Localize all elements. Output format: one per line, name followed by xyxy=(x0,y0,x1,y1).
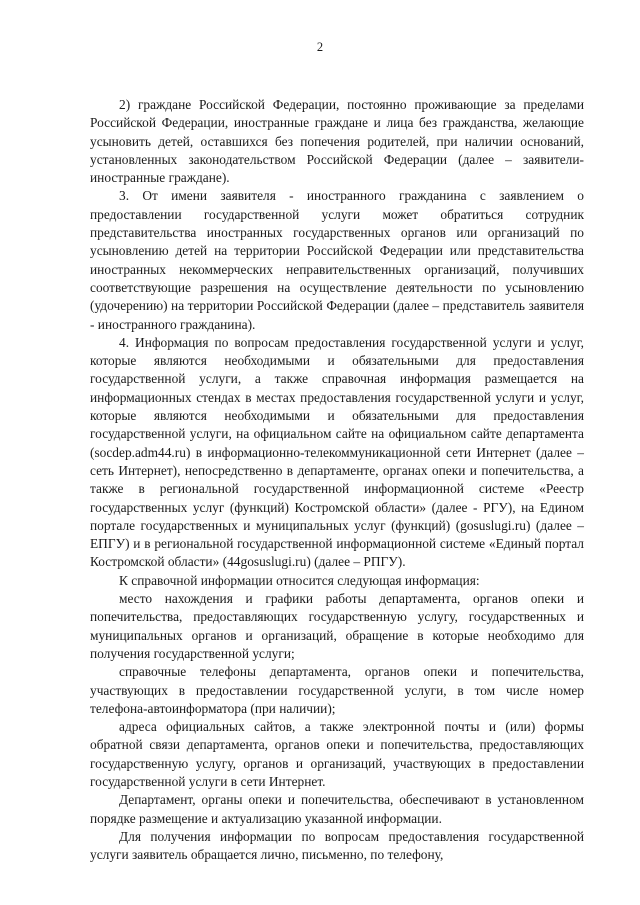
paragraph-phone-numbers: справочные телефоны департамента, органов опеки и попечительства, участвующих в предоставлении государственной услуги, в том числе номер телефона-автоинформатора (при наличии); xyxy=(90,664,584,716)
paragraph-applicants-foreign: 2) граждане Российской Федерации, постоянно проживающие за пределами Российской Федерации, иностранные граждане и лица без гражданства, желающие усыновить детей, оставшихся без попечения родителей, при наличии оснований, установленных законодательством Российской Федерации (далее – заявители-иностранные граждане). xyxy=(90,97,584,186)
paragraph-obtaining-info: Для получения информации по вопросам предоставления государственной услуги заявитель обращается лично, письменно, по телефону, xyxy=(90,828,584,863)
page-number: 2 xyxy=(316,40,324,54)
paragraph-location-schedules: место нахождения и графики работы департамента, органов опеки и попечительства, предоставляющих государственную услугу, государственных и муниципальных органов и организаций, обращение в которые необходимо для получения государственной услуги; xyxy=(90,591,584,661)
document-body xyxy=(90,96,584,864)
paragraph-information-placement: 4. Информация по вопросам предоставления государственной услуги и услуг, которые являются необходимыми и обязательными для предоставления государственной услуги, а также справочная информация размещается на информационных стендах в местах предоставления государственной услуги и услуг, которые являются необходимыми и обязательными для предоставления государственной услуги, на официальном сайте на официальном сайте департамента (socdep.adm44.ru) в информационно-телекоммуникационной сети Интернет (далее – сеть Интернет), непосредственно в департаменте, органах опеки и попечительства, а также в региональной государственной информационной системе «Реестр государственных услуг (функций) Костромской области» (далее - РГУ), на Едином портале государственных и муниципальных услуг (функций) (gosuslugi.ru) (далее – ЕПГУ) и в региональной государственной информационной системе «Единый портал Костромской области» (44gosuslugi.ru) (далее – РПГУ). xyxy=(90,334,584,570)
paragraph-department-duties: Департамент, органы опеки и попечительства, обеспечивают в установленном порядке размещение и актуализацию указанной информации. xyxy=(90,792,584,826)
paragraph-representative: 3. От имени заявителя - иностранного гражданина с заявлением о предоставлении государственной услуги может обратиться сотрудник представительства иностранных государственных органов или организаций по усыновлению детей на территории Российской Федерации или представительства иностранных некоммерческих неправительственных организаций, получивших соответствующие разрешения на осуществление деятельности по усыновлению (удочерению) на территории Российской Федерации (далее – представитель заявителя - иностранного гражданина). xyxy=(90,188,584,332)
paragraph-reference-info-intro: К справочной информации относится следующая информация: xyxy=(119,572,480,588)
paragraph-website-addresses: адреса официальных сайтов, а также электронной почты и (или) формы обратной связи департамента, органов опеки и попечительства, предоставляющих государственную услугу, органов и организаций, участвующих в предоставлении государственной услуги в сети Интернет. xyxy=(90,719,584,789)
